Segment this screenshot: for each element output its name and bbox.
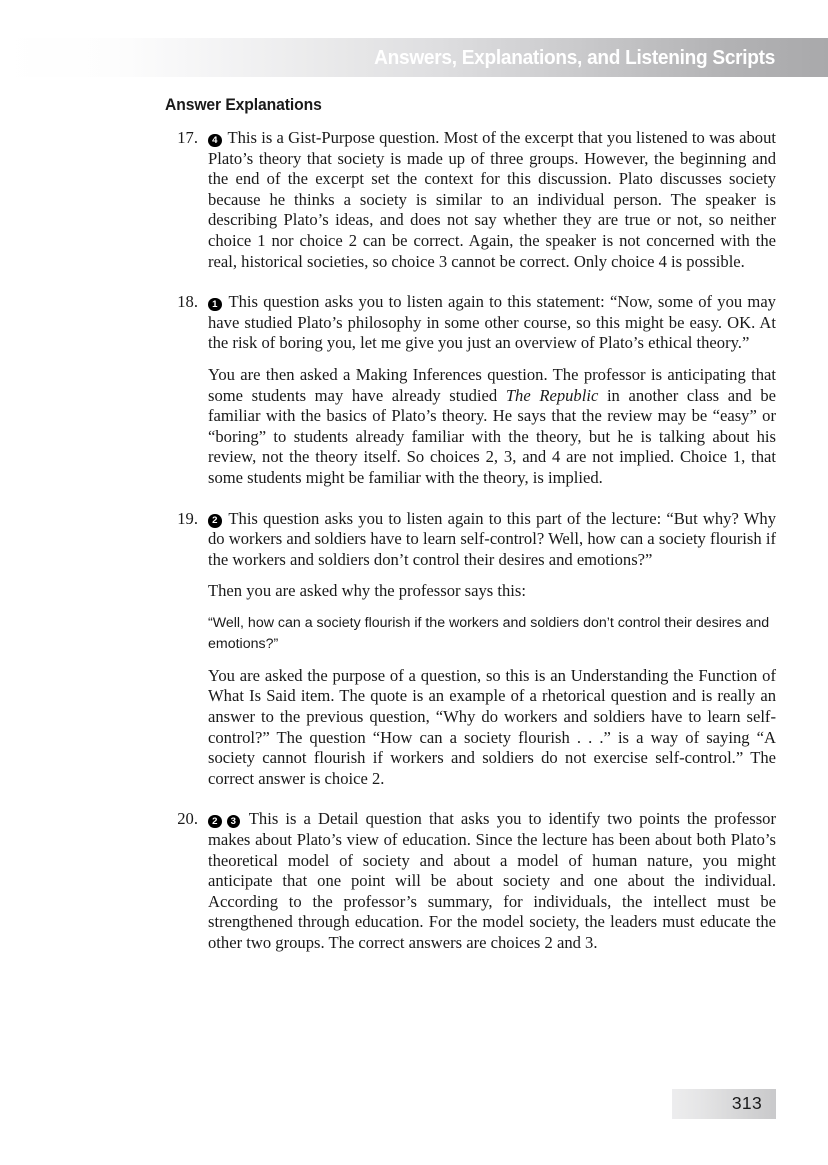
page-number-plate [672, 1089, 776, 1119]
answer-paragraph: You are asked the purpose of a question, so this is an Understanding the Function of What Is Said item. The quote is an example of a rhetorical question and is really an answer to the previous question, “Why do workers and soldiers have to learn self-control?” The question “How can a society flourish . . .” is a way of saying “A society cannot flourish if workers and soldiers do not exercise self-control.” The correct answer is choice 2. [208, 665, 776, 788]
answer-paragraph: You are then asked a Making Inferences question. The professor is anticipating that some students may have already studied The Republic in another class and be familiar with the basics of Plato’s theory. He says that the review may be “easy” or “boring” to students already familiar with the theory, but he is talking about his review, not the theory itself. So choices 2, 3, and 4 are not implied. Choice 1, that some students might be familiar with the theory, is implied. [208, 364, 776, 487]
section-title: Answer Explanations [165, 96, 322, 114]
answer-paragraph: 2 3 This is a Detail question that asks you to identify two points the professor makes about Plato’s view of education. Since the lecture has been about both Plato’s theoretical model of society and about a model of human nature, you might anticipate that one point will be about society and one about the individual. According to the professor’s summary, for individuals, the intellect must be strengthened through education. For the model society, the leaders must educate the other two groups. The correct answers are choices 2 and 3. [208, 809, 776, 952]
running-header-title: Answers, Explanations, and Listening Scripts [374, 46, 775, 69]
answer-item-number: 18. [177, 292, 198, 312]
choice-marker-icon: 2 [208, 815, 222, 829]
page-number: 313 [731, 1093, 762, 1113]
answer-item-number: 20. [177, 809, 198, 829]
answer-item [165, 292, 776, 488]
answer-paragraph: Then you are asked why the professor says this: [208, 581, 526, 601]
answer-item-number: 17. [177, 128, 198, 147]
answer-paragraph: 4 This is a Gist-Purpose question. Most of the excerpt that you listened to was about Plato’s theory that society is made up of three groups. However, the beginning and the end of the excerpt set the context for this discussion. Plato discusses society because he thinks a society is similar to an individual person. The speaker is describing Plato’s ideas, and does not say whether they are true or not, so neither choice 1 nor choice 2 can be correct. Again, the speaker is not concerned with the real, historical societies, so choice 3 cannot be correct. Only choice 4 is possible. [208, 128, 776, 271]
choice-marker-icon: 1 [208, 298, 222, 312]
answer-item-number: 19. [177, 508, 198, 528]
pull-quote: “Well, how can a society flourish if the workers and soldiers don’t control their desires and emotions?” [208, 614, 770, 652]
answer-item [165, 809, 776, 953]
answer-paragraph: 1 This question asks you to listen again to this statement: “Now, some of you may have studied Plato’s philosophy in some other course, so this might be easy. OK. At the risk of boring you, let me give you just an overview of Plato’s ethical theory.” [208, 292, 776, 353]
answer-paragraph: 2 This question asks you to listen again to this part of the lecture: “But why? Why do workers and soldiers have to learn self-control? Well, how can a society flourish if the workers and soldiers don’t control their desires and emotions?” [208, 508, 776, 569]
answer-explanations-list [165, 128, 776, 954]
book-title: The Republic [505, 385, 599, 405]
choice-marker-icon: 4 [208, 134, 222, 148]
page-content [165, 96, 776, 954]
answer-item [165, 509, 776, 790]
answer-item [165, 128, 776, 272]
choice-marker-icon: 3 [227, 815, 241, 829]
choice-marker-icon: 2 [208, 514, 222, 528]
